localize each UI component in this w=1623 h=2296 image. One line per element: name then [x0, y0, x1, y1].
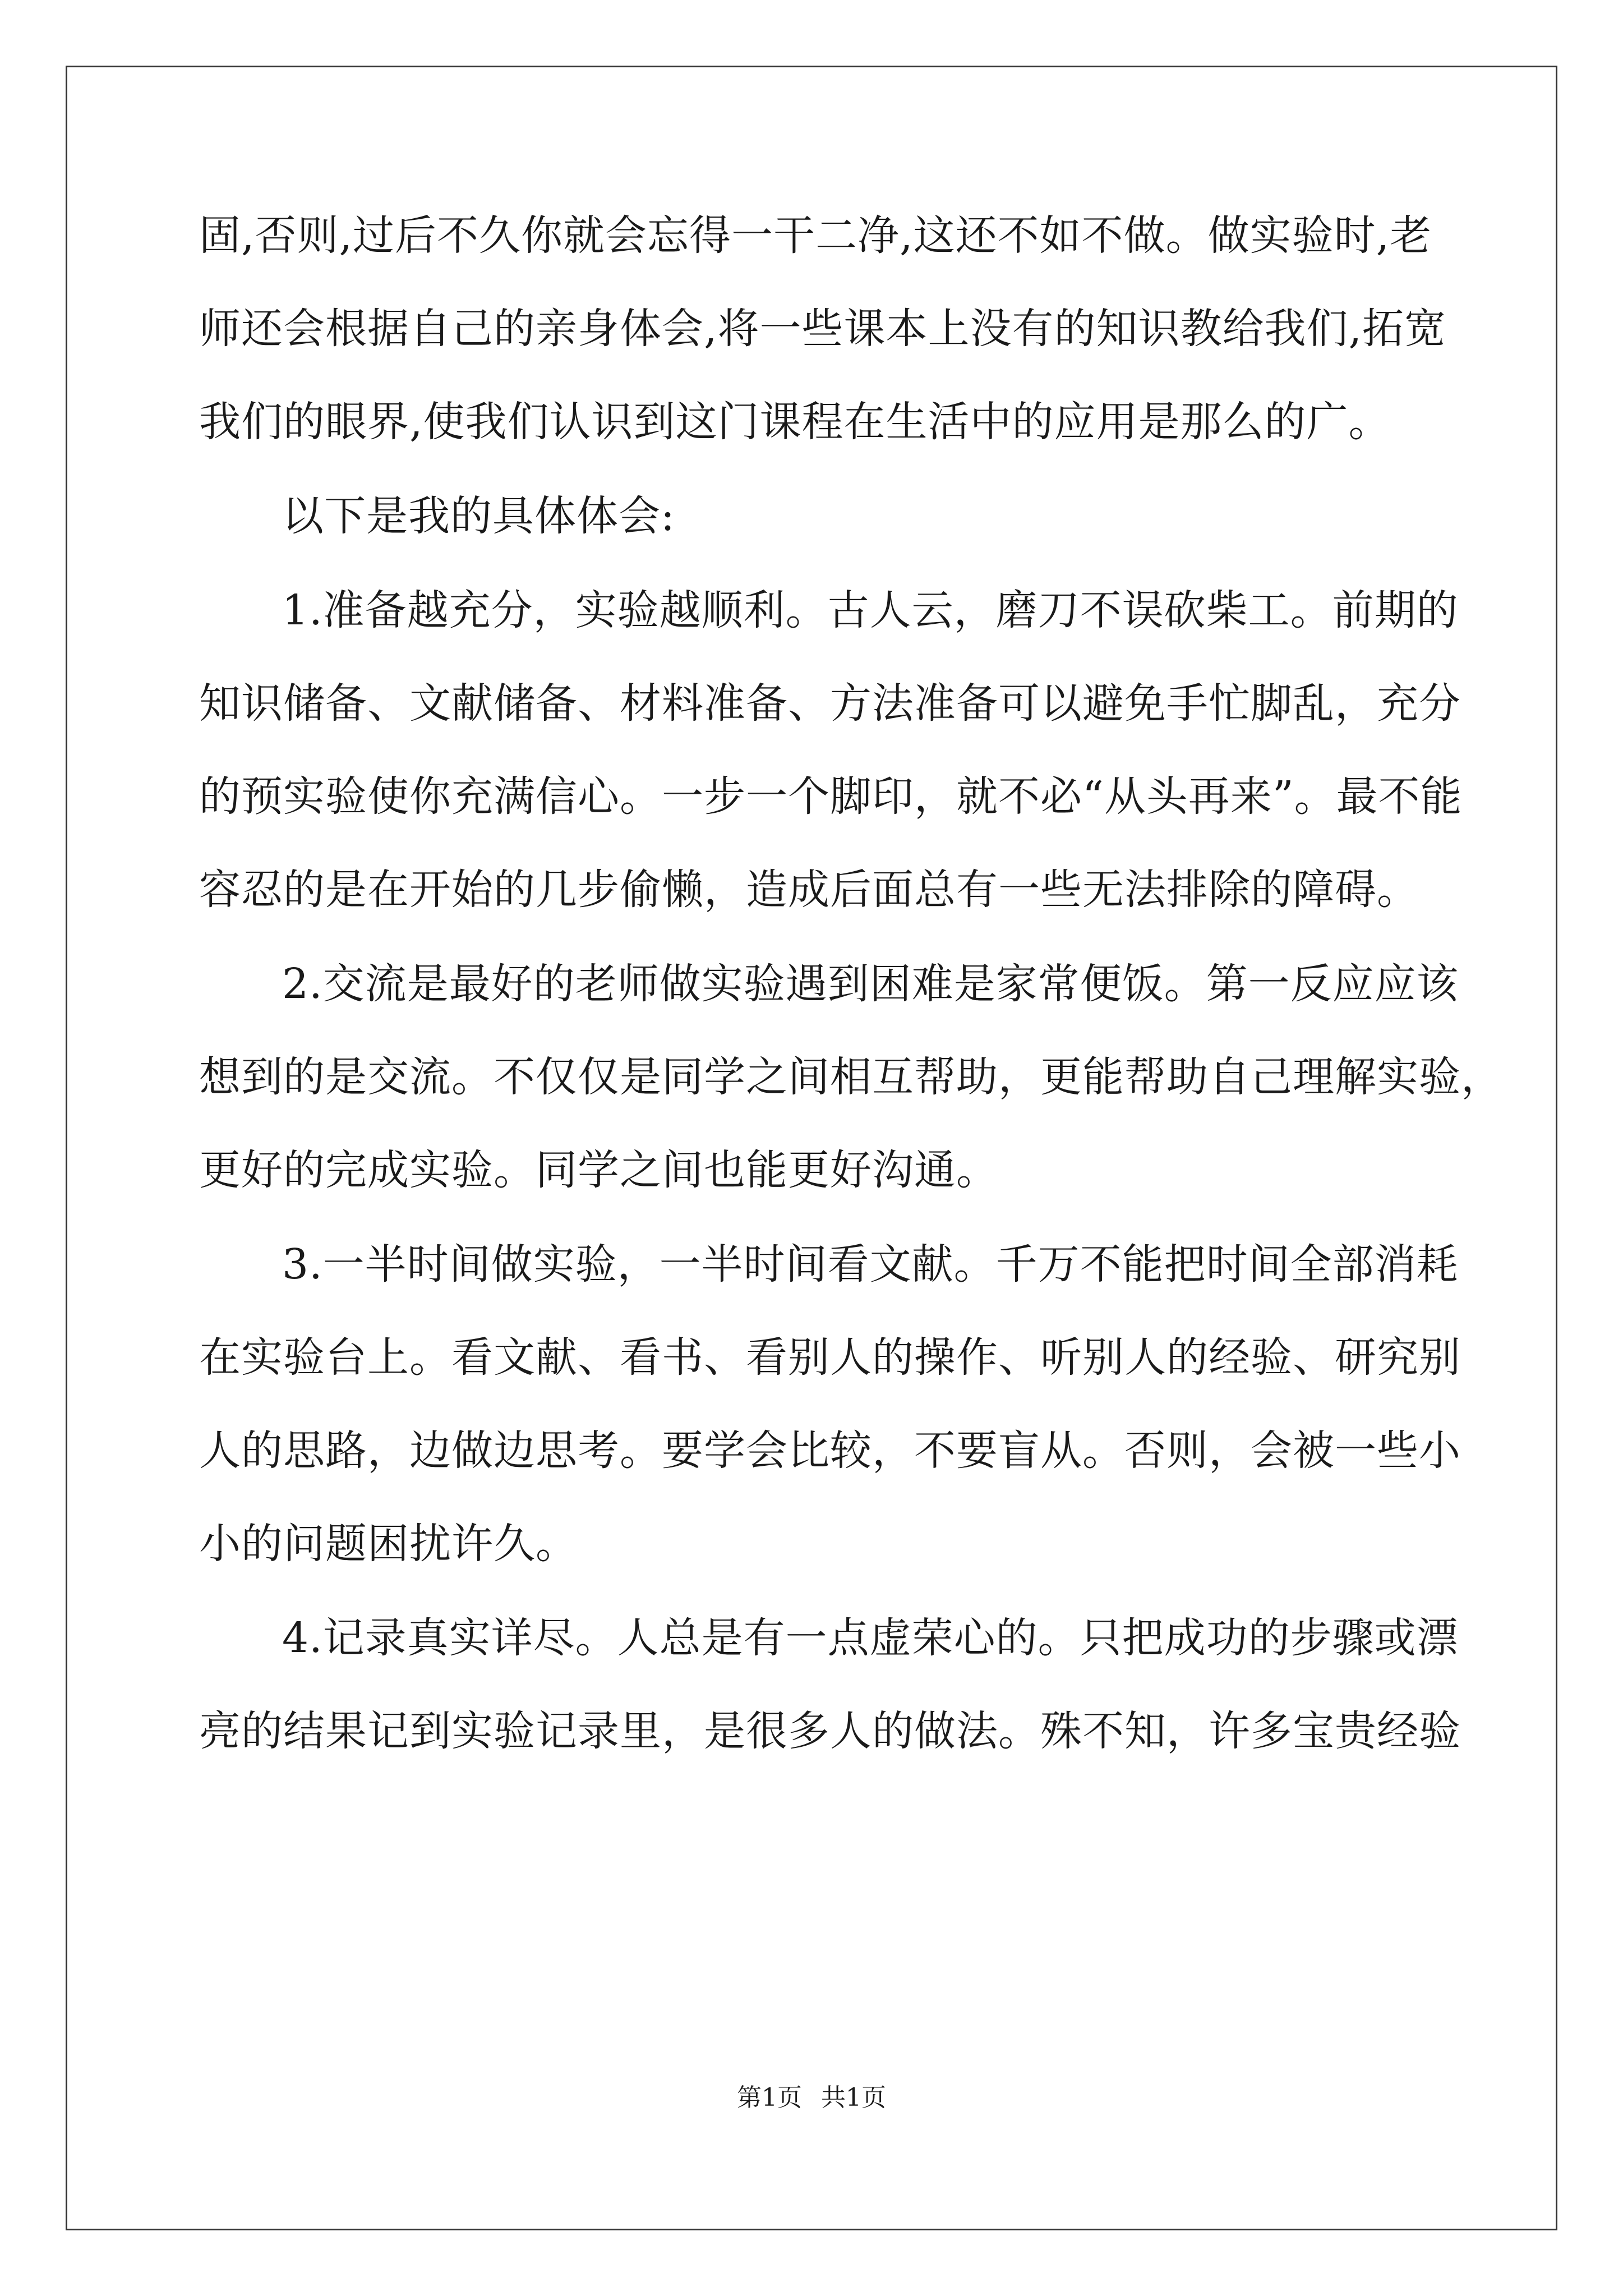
text-line: 小的问题困扰许久。	[199, 1520, 578, 1568]
item-2-line: 2.交流是最好的老师做实验遇到困难是家常便饭。第一反应应该	[282, 960, 1459, 1008]
text-line: 固,否则,过后不久你就会忘得一干二净,这还不如不做。做实验时,老	[199, 211, 1432, 260]
text-line: 我们的眼界,使我们认识到这门课程在生活中的应用是那么的广。	[199, 398, 1391, 446]
paragraph-intro: 以下是我的具体体会:	[282, 492, 675, 540]
page-footer	[0, 2081, 1623, 2115]
page-number: 第1页	[737, 2083, 802, 2112]
item-4-line: 4.记录真实详尽。人总是有一点虚荣心的。只把成功的步骤或漂	[282, 1614, 1459, 1662]
text-line: 的预实验使你充满信心。一步一个脚印，就不必“从头再来”。最不能	[199, 772, 1463, 821]
text-line: 亮的结果记到实验记录里，是很多人的做法。殊不知，许多宝贵经验	[199, 1707, 1461, 1755]
item-3-line: 3.一半时间做实验，一半时间看文献。千万不能把时间全部消耗	[282, 1240, 1459, 1289]
text-line: 人的思路，边做边思考。要学会比较，不要盲从。否则，会被一些小	[199, 1427, 1461, 1475]
text-line: 更好的完成实验。同学之间也能更好沟通。	[199, 1146, 998, 1194]
item-1-line: 1.准备越充分，实验越顺利。古人云，磨刀不误砍柴工。前期的	[282, 586, 1459, 634]
page-total: 共1页	[821, 2083, 886, 2112]
text-line: 想到的是交流。不仅仅是同学之间相互帮助，更能帮助自己理解实验，	[199, 1053, 1503, 1101]
text-line: 知识储备、文献储备、材料准备、方法准备可以避免手忙脚乱，充分	[199, 679, 1461, 728]
text-line: 在实验台上。看文献、看书、看别人的操作、听别人的经验、研究别	[199, 1333, 1461, 1382]
text-line: 师还会根据自己的亲身体会,将一些课本上没有的知识教给我们,拓宽	[199, 305, 1447, 353]
text-line: 容忍的是在开始的几步偷懒，造成后面总有一些无法排除的障碍。	[199, 866, 1419, 914]
